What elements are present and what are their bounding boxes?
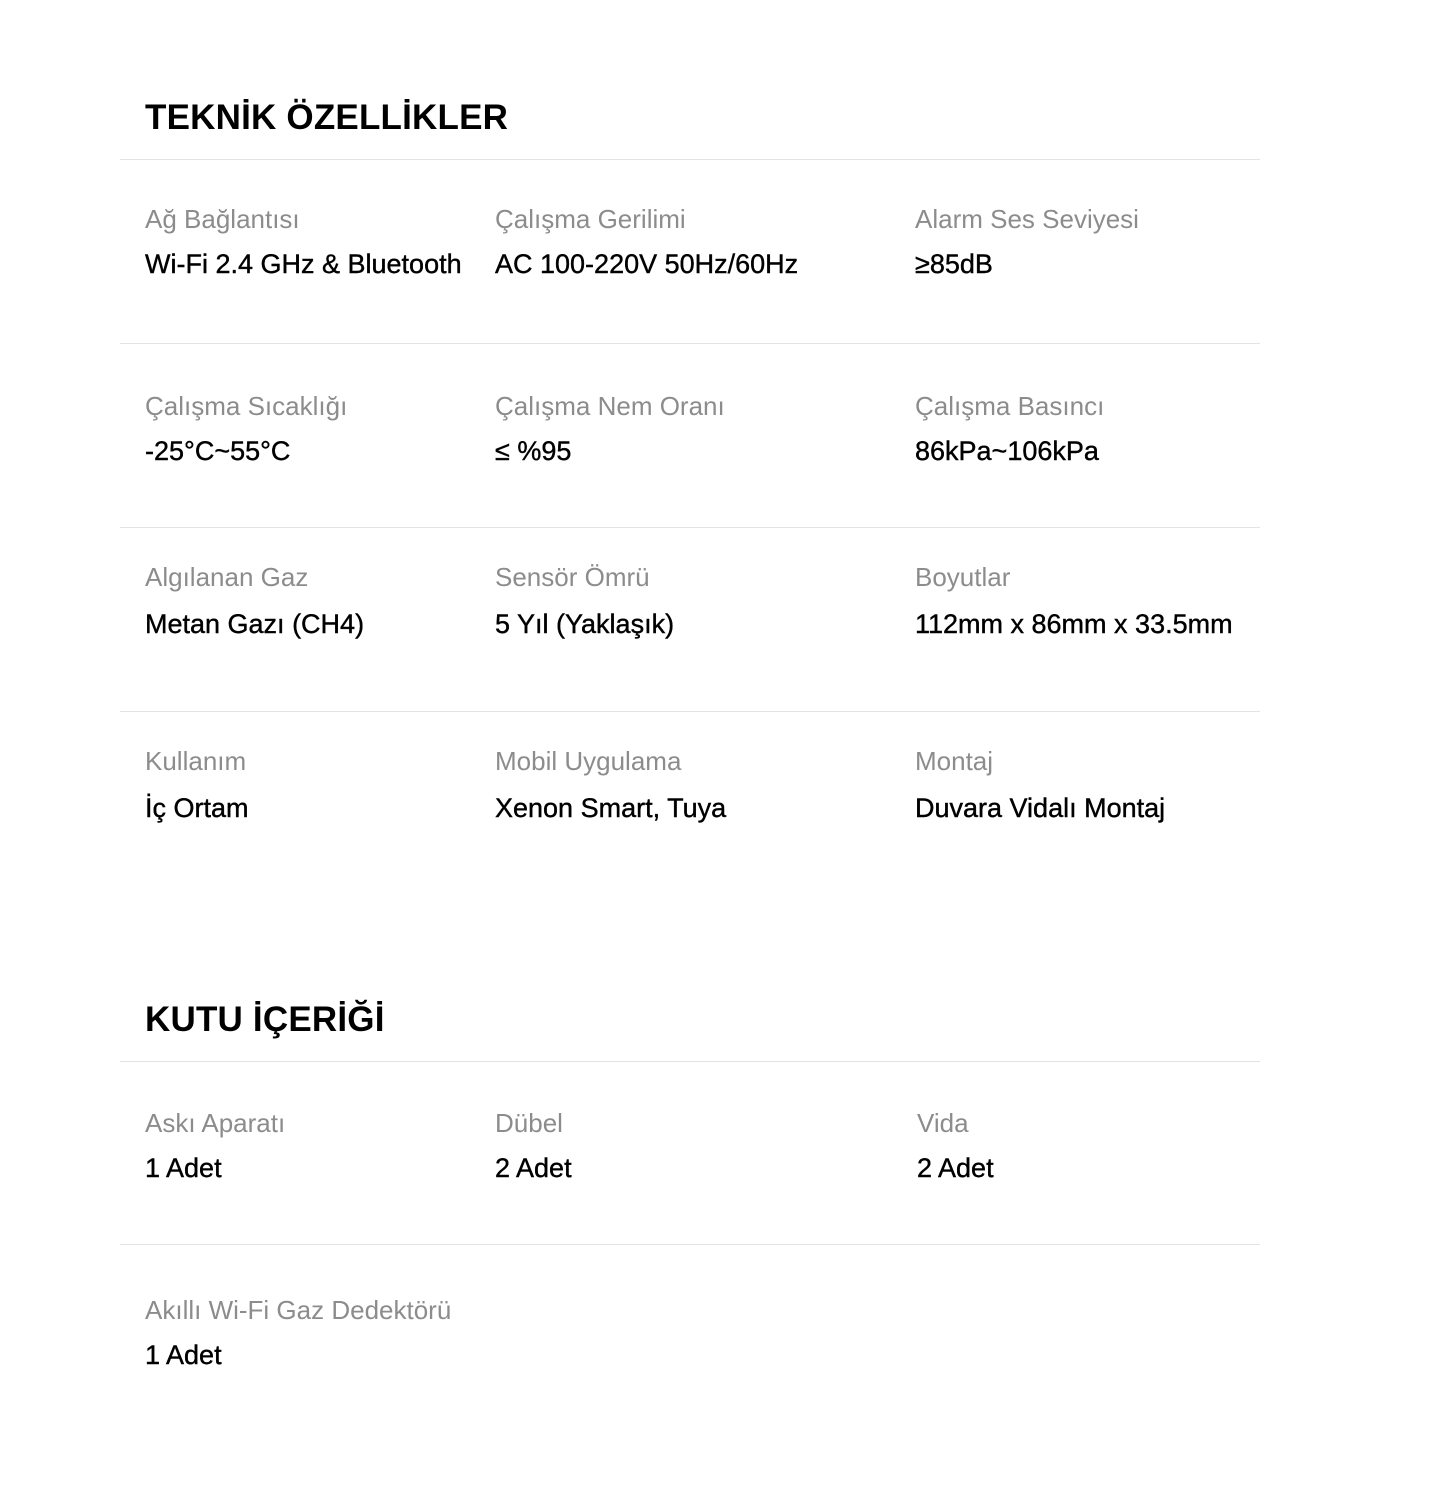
spec-value: Wi-Fi 2.4 GHz & Bluetooth — [145, 249, 462, 279]
spec-label: Ağ Bağlantısı — [145, 204, 300, 234]
spec-value: Metan Gazı (CH4) — [145, 609, 365, 639]
specs-title: TEKNİK ÖZELLİKLER — [145, 98, 509, 137]
spec-value: -25°C~55°C — [145, 436, 291, 466]
box-item-value: 1 Adet — [145, 1340, 222, 1370]
spec-label: Çalışma Basıncı — [915, 391, 1105, 421]
spec-value: 5 Yıl (Yaklaşık) — [495, 609, 675, 639]
spec-mounting — [915, 745, 1415, 826]
spec-usage — [145, 745, 445, 826]
spec-alarm-level — [915, 203, 1415, 282]
spec-gas-type — [145, 561, 445, 642]
spec-label: Kullanım — [145, 746, 247, 776]
spec-value: 112mm x 86mm x 33.5mm — [915, 609, 1233, 639]
box-item-label: Akıllı Wi-Fi Gaz Dedektörü — [145, 1295, 452, 1325]
spec-label: Çalışma Gerilimi — [495, 204, 686, 234]
spec-label: Mobil Uygulama — [495, 746, 682, 776]
spec-dimensions — [915, 561, 1415, 642]
divider — [120, 711, 1260, 712]
divider — [120, 1244, 1260, 1245]
spec-label: Montaj — [915, 746, 994, 776]
box-title: KUTU İÇERİĞİ — [145, 1000, 385, 1039]
spec-value: Duvara Vidalı Montaj — [915, 793, 1166, 823]
box-item-value: 2 Adet — [495, 1153, 572, 1183]
spec-network — [145, 203, 465, 282]
spec-label: Alarm Ses Seviyesi — [915, 204, 1139, 234]
box-item-label: Dübel — [495, 1108, 563, 1138]
spec-value: Xenon Smart, Tuya — [495, 793, 727, 823]
box-item-dowel — [495, 1107, 895, 1186]
spec-temperature — [145, 390, 445, 469]
box-item-value: 1 Adet — [145, 1153, 222, 1183]
spec-label: Boyutlar — [915, 562, 1011, 592]
spec-label: Sensör Ömrü — [495, 562, 650, 592]
spec-pressure — [915, 390, 1415, 469]
spec-label: Algılanan Gaz — [145, 562, 309, 592]
box-item-detector — [145, 1294, 645, 1373]
spec-label: Çalışma Nem Oranı — [495, 391, 725, 421]
spec-mobile-app — [495, 745, 895, 826]
divider — [120, 1061, 1260, 1062]
spec-voltage — [495, 203, 895, 282]
spec-value: AC 100-220V 50Hz/60Hz — [495, 249, 799, 279]
divider — [120, 343, 1260, 344]
spec-label: Çalışma Sıcaklığı — [145, 391, 348, 421]
spec-value: İç Ortam — [145, 793, 249, 823]
box-item-value: 2 Adet — [917, 1153, 994, 1183]
spec-humidity — [495, 390, 895, 469]
divider — [120, 159, 1260, 160]
divider — [120, 527, 1260, 528]
spec-sensor-life — [495, 561, 895, 642]
spec-value: ≥85dB — [915, 249, 993, 279]
spec-value: 86kPa~106kPa — [915, 436, 1099, 466]
box-item-screw — [917, 1107, 1417, 1186]
spec-value: ≤ %95 — [495, 436, 572, 466]
box-item-hanger — [145, 1107, 445, 1186]
box-item-label: Askı Aparatı — [145, 1108, 286, 1138]
box-item-label: Vida — [917, 1108, 969, 1138]
